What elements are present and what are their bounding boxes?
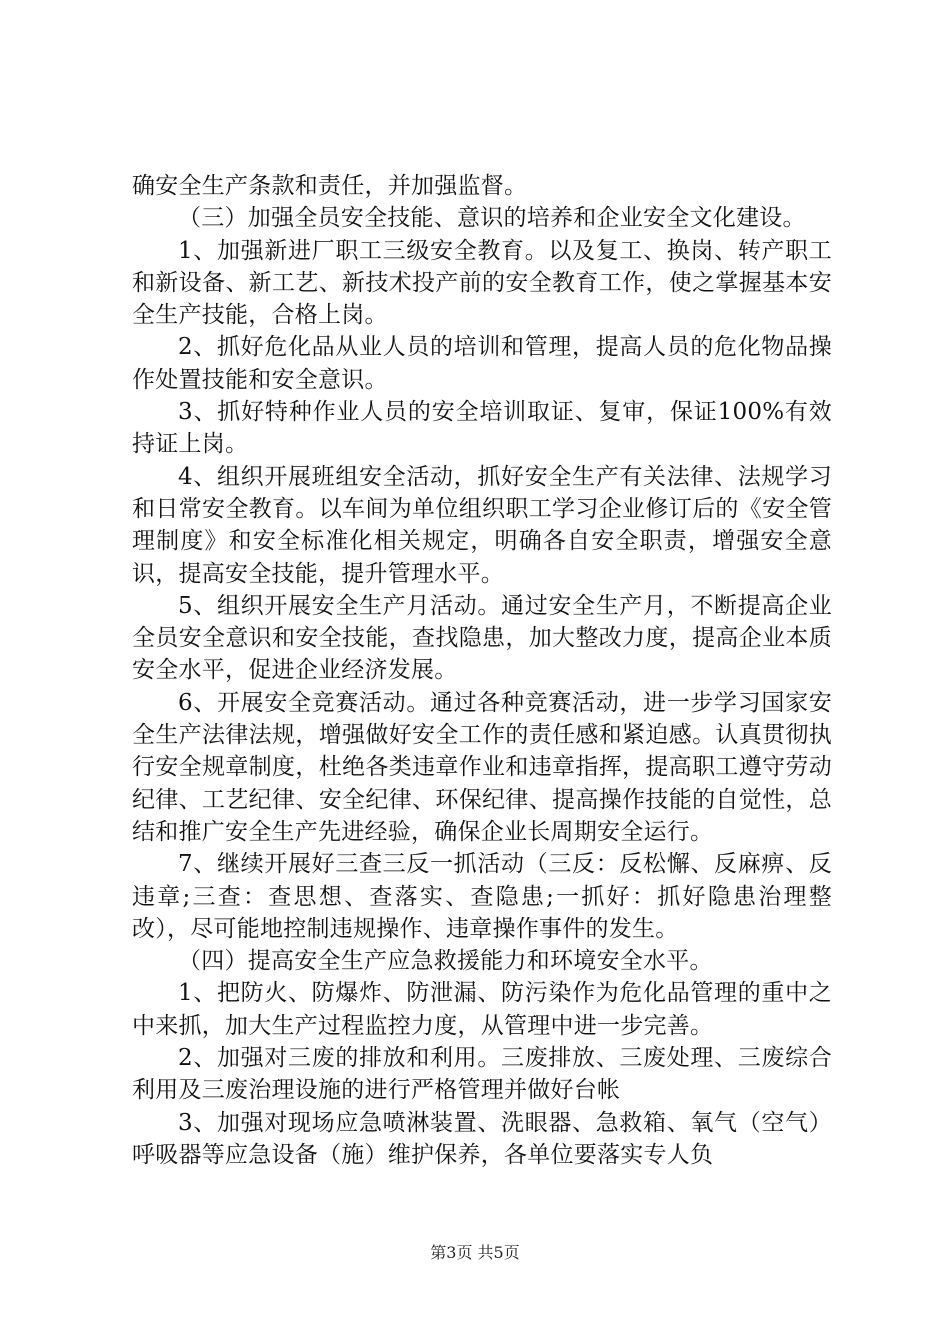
- paragraph-item-5: 5、组织开展安全生产月活动。通过安全生产月，不断提高企业全员安全意识和安全技能，查找隐患，加大整改力度，提高企业本质安全水平，促进企业经济发展。: [132, 592, 832, 684]
- paragraph-item-4-1: 1、把防火、防爆炸、防泄漏、防污染作为危化品管理的重中之中来抓，加大生产过程监控力度，从管理中进一步完善。: [132, 980, 832, 1039]
- paragraph-item-1: 1、加强新进厂职工三级安全教育。以及复工、换岗、转产职工和新设备、新工艺、新技术投产前的安全教育工作，使之掌握基本安全生产技能，合格上岗。: [132, 237, 832, 329]
- section-heading-3: （三）加强全员安全技能、意识的培养和企业安全文化建设。: [178, 205, 806, 232]
- paragraph-item-7: 7、继续开展好三查三反一抓活动（三反：反松懈、反麻痹、反违章;三查：查思想、查落实、查隐患;一抓好：抓好隐患治理整改），尽可能地控制违规操作、违章操作事件的发生。: [132, 851, 832, 942]
- section-heading-4: （四）提高安全生产应急救援能力和环境安全水平。: [178, 948, 713, 975]
- paragraph-item-4-2: 2、加强对三废的排放和利用。三废排放、三废处理、三废综合利用及三废治理设施的进行严格管理并做好台帐: [132, 1045, 832, 1104]
- page-number-footer: 第3页 共5页: [430, 1243, 520, 1262]
- paragraph-item-6: 6、开展安全竞赛活动。通过各种竞赛活动，进一步学习国家安全生产法律法规，增强做好安全工作的责任感和紧迫感。认真贯彻执行安全规章制度，杜绝各类违章作业和违章指挥，提高职工遵守劳动纪律、工艺纪律、安全纪律、环保纪律、提高操作技能的自觉性，总结和推广安全生产先进经验，确保企业长周期安全运行。: [132, 689, 832, 845]
- document-body: [132, 170, 832, 1171]
- paragraph-item-3: 3、抓好特种作业人员的安全培训取证、复审，保证100%有效持证上岗。: [132, 399, 832, 458]
- paragraph-item-4-3: 3、加强对现场应急喷淋装置、洗眼器、急救箱、氧气（空气）呼吸器等应急设备（施）维护保养，各单位要落实专人负: [132, 1109, 832, 1168]
- paragraph-item-2: 2、抓好危化品从业人员的培训和管理，提高人员的危化物品操作处置技能和安全意识。: [132, 334, 832, 393]
- paragraph-1: 确安全生产条款和责任，并加强监督。: [132, 173, 528, 199]
- paragraph-item-4: 4、组织开展班组安全活动，抓好安全生产有关法律、法规学习和日常安全教育。以车间为单位组织职工学习企业修订后的《安全管理制度》和安全标准化相关规定，明确各自安全职责，增强安全意识，提高安全技能，提升管理水平。: [132, 463, 832, 587]
